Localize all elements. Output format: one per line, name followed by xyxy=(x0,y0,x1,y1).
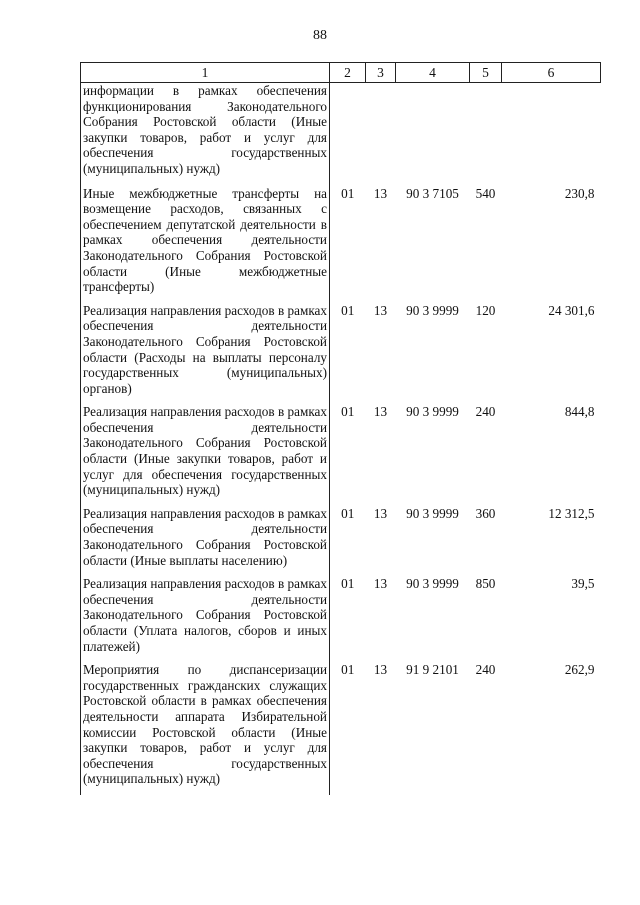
row-target-code: 90 3 7105 xyxy=(406,185,459,201)
row-subsection xyxy=(366,83,396,186)
row-section: 01 xyxy=(341,505,355,521)
row-expense-type: 240 xyxy=(475,662,496,678)
row-section xyxy=(330,83,366,186)
row-section: 01 xyxy=(341,662,355,678)
row-subsection: 13 xyxy=(373,576,388,592)
row-subsection: 13 xyxy=(373,404,388,420)
row-section: 01 xyxy=(341,302,355,318)
row-amount: 262,9 xyxy=(564,662,595,678)
row-name: Реализация направления расходов в рамках обеспечения деятельности Законодательного Собрания Ростовской области (Уплата налогов, сборов и иных платежей) xyxy=(81,576,330,662)
row-subsection: 13 xyxy=(373,662,388,678)
row-target-code: 90 3 9999 xyxy=(406,576,459,592)
row-section: 01 xyxy=(341,185,355,201)
row-amount: 39,5 xyxy=(571,576,595,592)
row-section: 01 xyxy=(341,576,355,592)
header-col-3: 3 xyxy=(366,63,396,83)
row-expense-type xyxy=(470,83,502,186)
row-name: Реализация направления расходов в рамках обеспечения деятельности Законодательного Собрания Ростовской области (Расходы на выплаты персоналу государственных (муниципальных) органов) xyxy=(81,303,330,405)
table-row xyxy=(81,506,601,576)
row-name: Мероприятия по диспансеризации государственных гражданских служащих Ростовской области в рамках обеспечения деятельности аппарата Избирательной комиссии Ростовской области (Иные закупки товаров, работ и услуг для обеспечения государственных (муниципальных) нужд) xyxy=(81,662,330,795)
row-expense-type: 360 xyxy=(475,505,496,521)
row-subsection: 13 xyxy=(373,302,388,318)
table-row xyxy=(81,83,601,186)
row-target-code: 91 9 2101 xyxy=(406,662,459,678)
table-row xyxy=(81,404,601,506)
row-name: Иные межбюджетные трансферты на возмещение расходов, связанных с обеспечением депутатской деятельности в рамках обеспечения деятельности Законодательного Собрания Ростовской области (Иные межбюджетные трансферты) xyxy=(81,186,330,303)
header-col-6: 6 xyxy=(502,63,601,83)
table-row xyxy=(81,662,601,795)
row-target-code: 90 3 9999 xyxy=(406,505,459,521)
row-expense-type: 120 xyxy=(475,302,496,318)
row-name: Реализация направления расходов в рамках обеспечения деятельности Законодательного Собрания Ростовской области (Иные выплаты населению) xyxy=(81,506,330,576)
table-row xyxy=(81,303,601,405)
row-amount: 12 312,5 xyxy=(548,505,595,521)
table-header-row xyxy=(81,63,601,83)
row-target-code: 90 3 9999 xyxy=(406,302,459,318)
header-col-5: 5 xyxy=(470,63,502,83)
budget-table xyxy=(80,62,601,795)
row-expense-type: 540 xyxy=(475,185,496,201)
row-expense-type: 240 xyxy=(475,404,496,420)
table-row xyxy=(81,186,601,303)
row-section: 01 xyxy=(341,404,355,420)
header-col-2: 2 xyxy=(330,63,366,83)
row-amount: 24 301,6 xyxy=(548,302,595,318)
row-name: Реализация направления расходов в рамках обеспечения деятельности Законодательного Собрания Ростовской области (Иные закупки товаров, работ и услуг для обеспечения государственных (муниципальных) нужд) xyxy=(81,404,330,506)
page-number: 88 xyxy=(313,28,327,43)
row-subsection: 13 xyxy=(373,185,388,201)
row-expense-type: 850 xyxy=(475,576,496,592)
row-amount: 230,8 xyxy=(564,185,595,201)
row-target-code: 90 3 9999 xyxy=(406,404,459,420)
row-amount xyxy=(502,83,601,186)
row-name: информации в рамках обеспечения функционирования Законодательного Собрания Ростовской области (Иные закупки товаров, работ и услуг для обеспечения государственных (муниципальных) нужд) xyxy=(81,83,330,186)
table-row xyxy=(81,576,601,662)
header-col-1: 1 xyxy=(81,63,330,83)
row-target-code xyxy=(396,83,470,186)
row-subsection: 13 xyxy=(373,505,388,521)
header-col-4: 4 xyxy=(396,63,470,83)
row-amount: 844,8 xyxy=(564,404,595,420)
